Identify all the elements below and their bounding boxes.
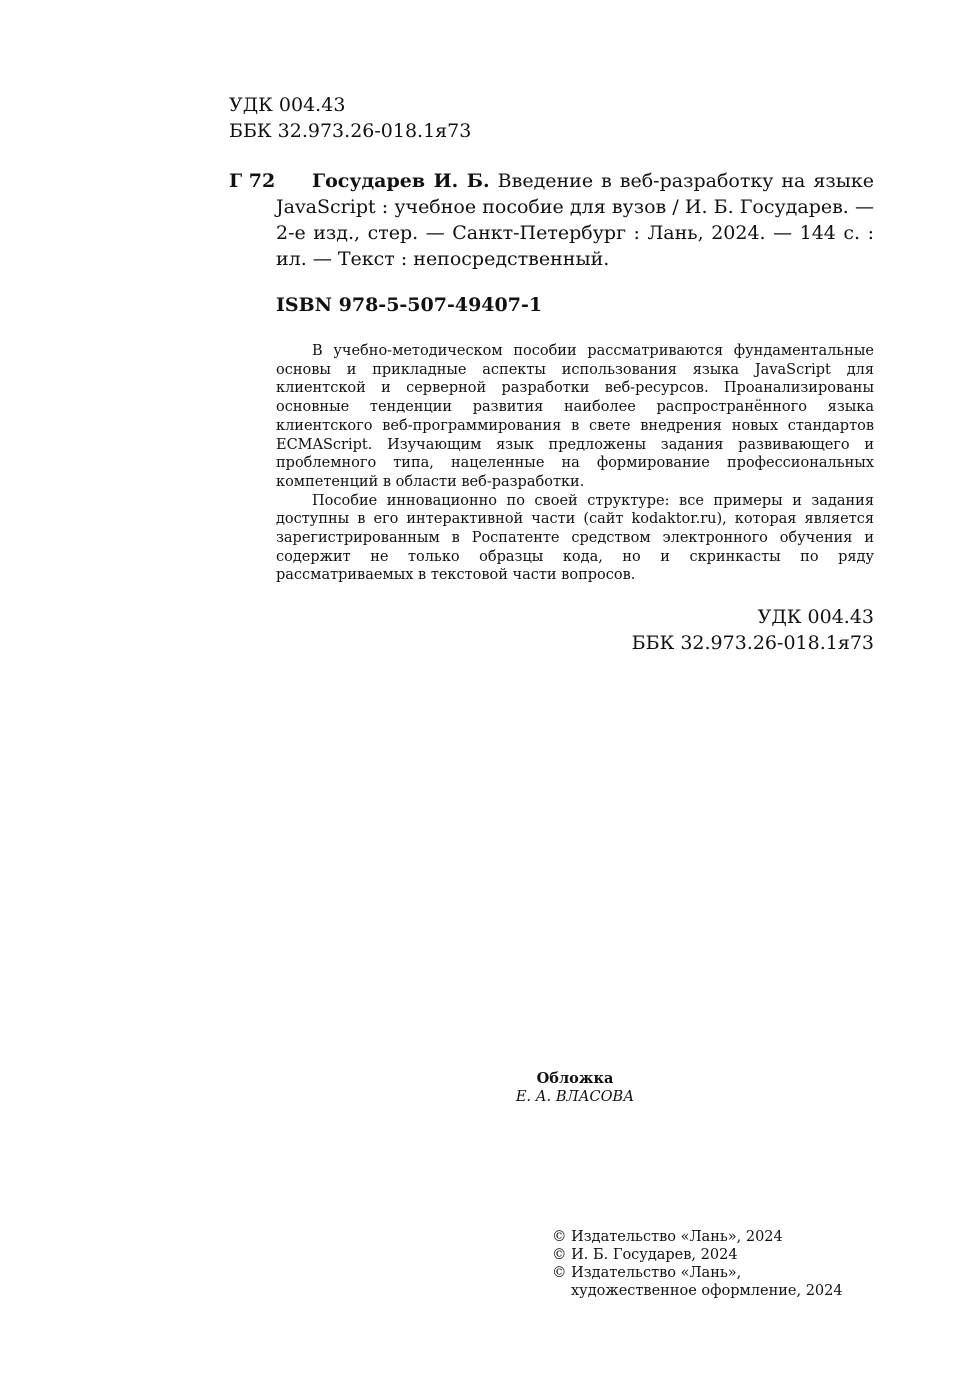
isbn: ISBN 978-5-507-49407-1: [276, 294, 543, 316]
annotation: [276, 342, 874, 585]
bbk-code: ББК 32.973.26-018.1я73: [229, 120, 472, 142]
cover-designer: Е. А. ВЛАСОВА: [515, 1089, 635, 1105]
copyright-line: © Издательство «Лань»,: [552, 1265, 742, 1281]
copyright-line: художественное оформление, 2024: [571, 1283, 843, 1299]
footer-classification-codes: [560, 604, 874, 656]
book-description: Введение в веб-разработку на языке JavaScript : учебное пособие для вузов / И. Б. Государев. — 2-е изд., стер. — Санкт-Петербург : Лань, 2024. — 144 с. : ил. — Текст : непосредственный.: [276, 170, 874, 270]
author-mark: Г 72: [229, 170, 276, 192]
annotation-paragraph-2: Пособие инновационно по своей структуре: все примеры и задания доступны в его интерактивной части (сайт kodaktor.ru), которая является зарегистрированным в Роспатенте средством электронного обучения и содержит не только образцы кода, но и скринкасты по ряду рассматриваемых в текстовой части вопросов.: [276, 492, 874, 584]
cover-label: Обложка: [536, 1070, 614, 1087]
bibliographic-description: [276, 168, 874, 272]
copyright-block: [552, 1228, 843, 1300]
udk-code-bottom: УДК 004.43: [757, 606, 874, 628]
copyright-line: © Издательство «Лань», 2024: [552, 1229, 783, 1245]
header-classification-codes: [229, 92, 471, 144]
bbk-code-bottom: ББК 32.973.26-018.1я73: [631, 632, 874, 654]
cover-credit: [420, 1070, 730, 1106]
author-name: Государев И. Б.: [312, 170, 490, 192]
copyright-line: © И. Б. Государев, 2024: [552, 1247, 738, 1263]
udk-code: УДК 004.43: [229, 94, 346, 116]
annotation-paragraph-1: В учебно-методическом пособии рассматриваются фундаментальные основы и прикладные аспекты использования языка JavaScript для клиентской и серверной разработки веб-ресурсов. Проанализированы основные тенденции развития наиболее распространённого языка клиентского веб-программирования в свете внедрения новых стандартов ECMAScript. Изучающим язык предложены задания развивающего и проблемного типа, нацеленные на формирование профессиональных компетенций в области веб-разработки.: [276, 343, 874, 490]
